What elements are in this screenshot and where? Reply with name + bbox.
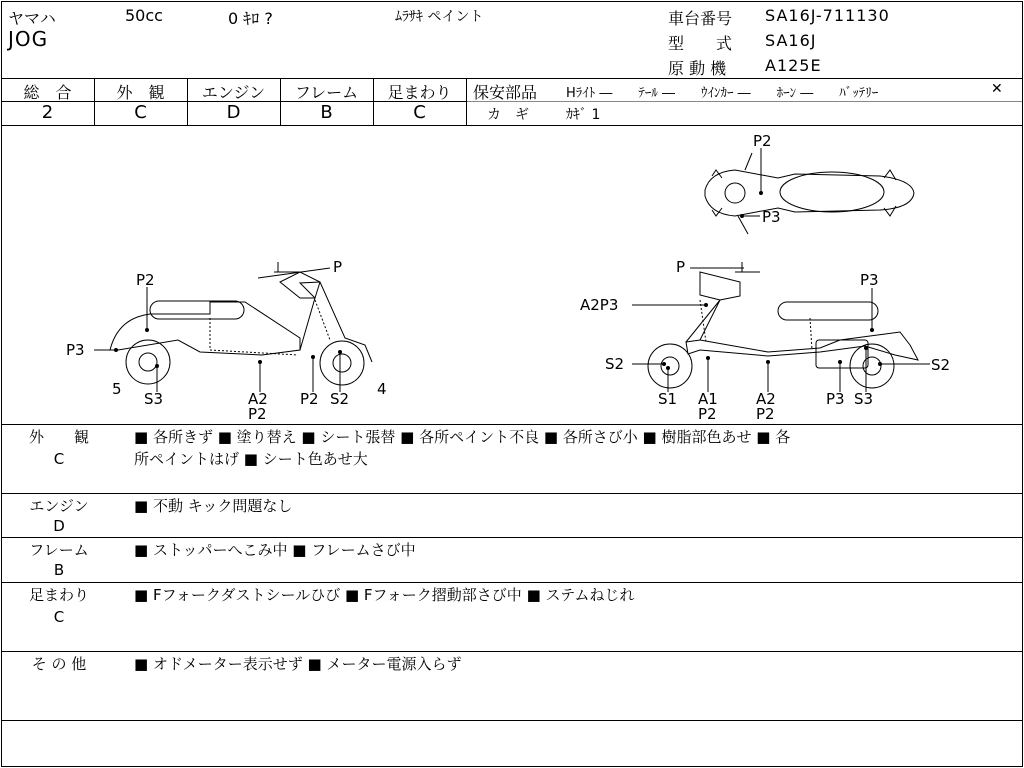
mileage: 0 ｷﾛ ? [228, 9, 273, 28]
remark-text-exterior-line2: 所ペイントはげ ■ シート色あせ大 [134, 450, 368, 468]
label-left-p2b: P2 [300, 390, 319, 408]
maker: ヤマハ [8, 9, 56, 28]
divider [1, 493, 1022, 494]
battery-missing-mark: ✕ [991, 81, 1003, 97]
grade-overall: 2 [41, 102, 54, 123]
label-right-p3b: P3 [826, 390, 845, 408]
label-left-5: 5 [112, 380, 122, 398]
remark-text-frame: ■ ストッパーへこみ中 ■ フレームさび中 [134, 541, 416, 559]
remark-grade-suspension: C [53, 608, 65, 626]
label-left-p3: P3 [66, 341, 85, 359]
remark-grade-exterior: C [53, 450, 65, 468]
divider [1, 582, 1022, 583]
remark-label-engine: エンジン [29, 497, 89, 515]
remark-label-frame: フレーム [29, 541, 89, 559]
model-name: JOG [8, 27, 49, 51]
damage-diagram [0, 126, 1024, 424]
label-left-s3: S3 [144, 390, 164, 408]
label-right-s2b: S2 [931, 356, 951, 374]
label-right-a1-p2: P2 [698, 405, 717, 423]
grade-header-exterior: 外 観 [116, 83, 165, 102]
label-right-a2p3: A2P3 [580, 296, 619, 314]
label-top-p2: P2 [753, 132, 772, 150]
remark-label-other: そ の 他 [31, 655, 87, 673]
safety-label: 保安部品 [473, 83, 538, 102]
label-right-a2-p2: P2 [756, 405, 775, 423]
label-left-s2: S2 [330, 390, 350, 408]
label-left-p: P [333, 258, 343, 276]
grade-exterior: C [134, 102, 147, 123]
label-right-p3: P3 [860, 271, 879, 289]
divider [1, 720, 1022, 721]
label-right-s1: S1 [658, 390, 678, 408]
key-value: ｶｷﾞ 1 [566, 107, 601, 123]
label-left-a2-p2: P2 [248, 405, 267, 423]
grade-suspension: C [413, 102, 426, 123]
divider [466, 78, 467, 125]
divider [1, 78, 1022, 79]
key-label: カ ギ [487, 107, 529, 123]
chassis-label: 車台番号 [668, 9, 733, 28]
label-left-4: 4 [377, 380, 387, 398]
remark-grade-engine: D [53, 517, 65, 535]
safety-items: Hﾗｲﾄ ― ﾃｰﾙ ― ｳｲﾝｶｰ ― ﾎｰﾝ ― ﾊﾞｯﾃﾘｰ [566, 86, 879, 101]
grade-header-suspension: 足まわり [387, 83, 452, 102]
chassis-value: SA16J-711130 [765, 6, 890, 25]
top-view-scooter [705, 153, 914, 234]
remark-grade-frame: B [53, 561, 65, 579]
displacement: 50cc [125, 6, 163, 25]
remark-text-suspension: ■ Fフォークダストシールひび ■ Fフォーク摺動部さび中 ■ ステムねじれ [134, 586, 635, 604]
label-right-s3: S3 [854, 390, 874, 408]
remark-text-engine: ■ 不動 キック問題なし [134, 497, 293, 515]
remark-label-exterior: 外 観 [28, 428, 89, 446]
divider [1, 651, 1022, 652]
divider [1, 537, 1022, 538]
grade-frame: B [320, 102, 333, 123]
grade-engine: D [226, 102, 241, 123]
label-top-p3: P3 [762, 208, 781, 226]
remark-text-exterior: ■ 各所きず ■ 塗り替え ■ シート張替 ■ 各所ペイント不良 ■ 各所さび小 ■ 樹脂部色あせ ■ 各 [134, 428, 791, 446]
label-right-a1: A1 [698, 390, 718, 408]
grade-header-overall: 総 合 [23, 83, 72, 102]
label-right-p: P [676, 258, 686, 276]
engine-value: A125E [765, 56, 822, 75]
label-left-a2: A2 [248, 390, 268, 408]
color: ﾑﾗｻｷ ペイント [395, 9, 484, 25]
grade-header-engine: エンジン [201, 83, 266, 102]
divider [467, 101, 1022, 102]
grade-header-frame: フレーム [294, 83, 359, 102]
label-right-a2: A2 [756, 390, 776, 408]
type-value: SA16J [765, 31, 817, 50]
remark-text-other: ■ オドメーター表示せず ■ メーター電源入らず [134, 655, 462, 673]
label-left-p2: P2 [136, 271, 155, 289]
remark-label-suspension: 足まわり [28, 586, 89, 604]
divider [1, 424, 1022, 425]
type-label: 型 式 [668, 34, 733, 53]
engine-label: 原 動 機 [668, 59, 727, 78]
label-right-s2a: S2 [605, 355, 625, 373]
